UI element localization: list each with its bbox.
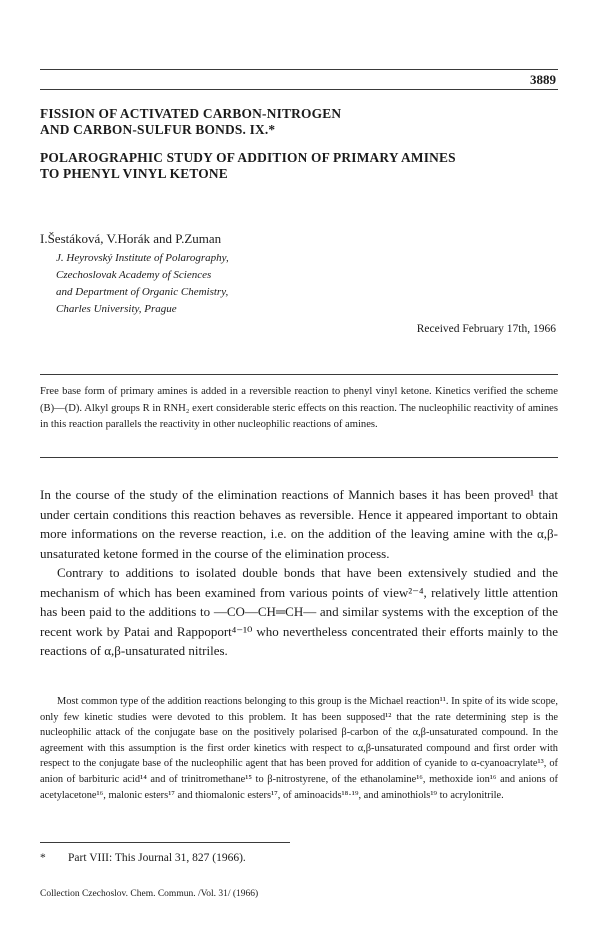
title-line-3: POLAROGRAPHIC STUDY OF ADDITION OF PRIMARY AMINES <box>40 150 456 165</box>
journal-citation: Collection Czechoslov. Chem. Commun. /Vol. 31/ (1966) <box>40 889 259 899</box>
author-list: I.Šestáková, V.Horák and P.Zuman <box>40 231 222 246</box>
title-line-2: AND CARBON-SULFUR BONDS. IX.* <box>40 122 276 137</box>
footnote-text: Part VIII: This Journal 31, 827 (1966). <box>68 852 246 864</box>
affiliation <box>56 250 229 318</box>
small-text <box>40 694 558 803</box>
affiliation-line: Czechoslovak Academy of Sciences <box>56 269 212 281</box>
body-paragraph-1: In the course of the study of the elimination reactions of Mannich bases it has been proved¹ that under certain conditions this reaction behaves as reversible. Hence it appeared important to obtain more informations on the reverse reaction, i.e. on the addition of the leaving amine with the α,β-unsaturated ketone formed in the course of the elimination process. <box>40 487 558 561</box>
body-paragraph-2: Contrary to additions to isolated double bonds that have been extensively studied and the mechanism of which has been examined from various points of view²⁻⁴, relatively little attention has been paid to the additions to —CO—CH═CH— and similar systems with the exception of the recent work by Patai and Rappoport⁴⁻¹⁰ who nevertheless concentrated their efforts mainly to the reactions of α,β-unsaturated nitriles. <box>40 565 558 658</box>
footnote-marker: * <box>40 852 46 864</box>
abstract: Free base form of primary amines is added in a reversible reaction to phenyl vinyl ketone. Kinetics verified the scheme (B)—(D). Alkyl groups R in RNH₂ exert considerable steric effects on this reaction. The nucleophilic reactivity of amines in this reaction parallels the reactivity in other nucleophilic reactions of amines. <box>40 386 558 430</box>
footnote <box>40 852 246 864</box>
received-date: Received February 17th, 1966 <box>416 323 556 335</box>
affiliation-line: and Department of Organic Chemistry, <box>56 286 229 298</box>
abstract-top-rule <box>40 374 558 375</box>
title-line-1: FISSION OF ACTIVATED CARBON-NITROGEN <box>40 106 342 121</box>
page-number: 3889 <box>530 72 556 87</box>
body-text <box>40 485 558 661</box>
affiliation-line: Charles University, Prague <box>56 303 177 315</box>
body-paragraph-3: Most common type of the addition reactions belonging to this group is the Michael reaction¹¹. In spite of its wide scope, only few kinetic studies were devoted to this problem. It has been supposed¹² that the rate determining step is the nucleophilic attack of the conjugate base on the positively polarised β-carbon of the α,β-unsaturated compound. In the agreement with this assumption is the first order kinetics with respect to α,β-unsaturated compound and first order with respect to the conjugate base of the nucleophilic agent that has been proved for addition of cyanide to α-cyanoacrylate¹³, of anion of barbituric acid¹⁴ and of trinitromethane¹⁵ to β-nitrostyrene, of the ethanolamine¹⁶, methoxide ion¹⁶ and anions of acetylacetone¹⁶, malonic esters¹⁷ and thiomalonic esters¹⁷, of aminoacids¹⁸·¹⁹, and aminothiols¹⁹ to acrylonitrile. <box>40 696 558 801</box>
top-rule <box>40 69 558 70</box>
abstract-bottom-rule <box>40 457 558 458</box>
title-line-4: TO PHENYL VINYL KETONE <box>40 166 228 181</box>
affiliation-line: J. Heyrovský Institute of Polarography, <box>56 252 229 264</box>
footnote-rule <box>40 842 290 843</box>
header-underline <box>40 89 558 90</box>
